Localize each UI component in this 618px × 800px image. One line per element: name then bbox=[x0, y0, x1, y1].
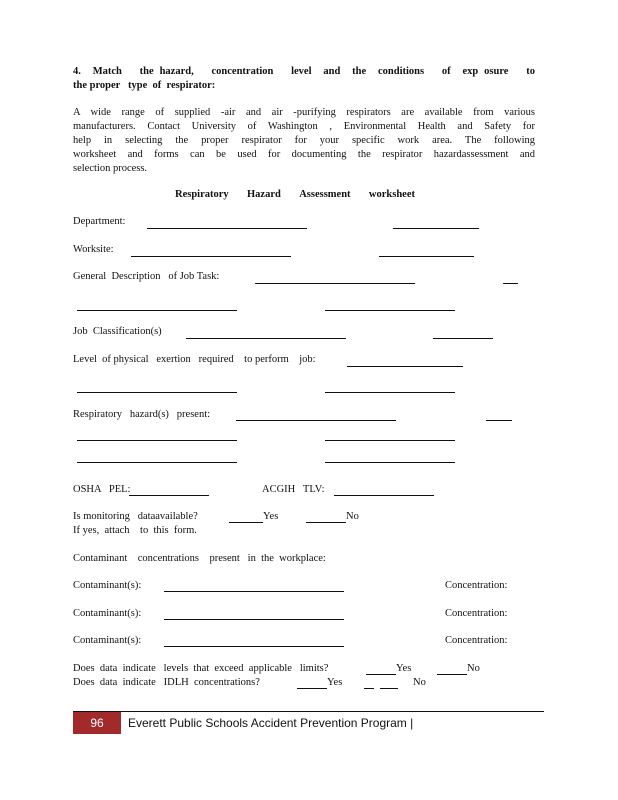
monitoring-yes-blank[interactable] bbox=[229, 522, 263, 523]
respiratory-hazards-field-4[interactable] bbox=[325, 440, 455, 441]
respiratory-hazards-field-6[interactable] bbox=[325, 462, 455, 463]
worksite-field-2[interactable] bbox=[379, 256, 474, 257]
osha-pel-field[interactable] bbox=[129, 495, 209, 496]
job-classification-field[interactable] bbox=[186, 338, 346, 339]
contaminant-field[interactable] bbox=[164, 591, 344, 592]
level-exertion-field-2[interactable] bbox=[77, 392, 237, 393]
idlh-yes-blank[interactable] bbox=[297, 688, 327, 689]
worksite-field[interactable] bbox=[131, 256, 291, 257]
section-heading-line1: 4. Match the hazard, concentration level and the conditions of exp osure to bbox=[73, 66, 535, 77]
monitoring-no-label: No bbox=[346, 511, 359, 522]
contaminant-concentrations-label: Contaminant concentrations present in the workplace: bbox=[73, 553, 326, 564]
monitoring-yes-label: Yes bbox=[263, 511, 279, 522]
worksite-label: Worksite: bbox=[73, 244, 114, 255]
respiratory-hazards-field-5[interactable] bbox=[77, 462, 237, 463]
exceed-limits-yes-label: Yes bbox=[396, 663, 412, 674]
level-exertion-field-3[interactable] bbox=[325, 392, 455, 393]
monitoring-question: Is monitoring dataavailable? bbox=[73, 511, 198, 522]
intro-line: manufacturers. Contact University of Washington , Environmental Health and Safety for bbox=[73, 121, 535, 132]
concentration-label: Concentration: bbox=[445, 580, 508, 591]
idlh-no-blank[interactable] bbox=[364, 688, 374, 689]
idlh-question: Does data indicate IDLH concentrations? bbox=[73, 677, 260, 688]
worksheet-title bbox=[175, 189, 415, 200]
exceed-limits-no-label: No bbox=[467, 663, 480, 674]
general-description-field-3[interactable] bbox=[77, 310, 237, 311]
contaminant-label: Contaminant(s): bbox=[73, 635, 142, 646]
monitoring-no-blank[interactable] bbox=[306, 522, 346, 523]
intro-line: A wide range of supplied -air and air -purifying respirators are available from various bbox=[73, 107, 535, 118]
job-classification-field-2[interactable] bbox=[433, 338, 493, 339]
worksheet-title-word: worksheet bbox=[368, 189, 415, 200]
contaminant-label: Contaminant(s): bbox=[73, 608, 142, 619]
section-heading-line2: the proper type of respirator: bbox=[73, 80, 216, 91]
general-description-field-2[interactable] bbox=[503, 283, 518, 284]
level-exertion-field[interactable] bbox=[347, 366, 463, 367]
department-label: Department: bbox=[73, 216, 126, 227]
department-field[interactable] bbox=[147, 228, 307, 229]
footer-rule bbox=[73, 711, 544, 712]
if-yes-attach: If yes, attach to this form. bbox=[73, 525, 197, 536]
general-description-field[interactable] bbox=[255, 283, 415, 284]
footer-title: Everett Public Schools Accident Prevention Program | bbox=[128, 716, 414, 730]
respiratory-hazards-field-2[interactable] bbox=[486, 420, 512, 421]
general-description-field-4[interactable] bbox=[325, 310, 455, 311]
intro-line: worksheet and forms can be used for documenting the respirator hazardassessment and bbox=[73, 149, 535, 160]
page-number-box bbox=[73, 712, 121, 734]
concentration-label: Concentration: bbox=[445, 608, 508, 619]
respiratory-hazards-field[interactable] bbox=[236, 420, 396, 421]
exceed-limits-yes-blank[interactable] bbox=[366, 674, 396, 675]
contaminant-field[interactable] bbox=[164, 619, 344, 620]
acgih-tlv-field[interactable] bbox=[334, 495, 434, 496]
concentration-label: Concentration: bbox=[445, 635, 508, 646]
level-exertion-label: Level of physical exertion required to perform job: bbox=[73, 354, 316, 365]
page-number: 96 bbox=[90, 716, 104, 730]
acgih-tlv-label: ACGIH TLV: bbox=[262, 484, 325, 495]
job-classification-label: Job Classification(s) bbox=[73, 326, 162, 337]
idlh-no-label: No bbox=[413, 677, 426, 688]
worksheet-title-word: Assessment bbox=[299, 189, 351, 200]
department-field-2[interactable] bbox=[393, 228, 479, 229]
exceed-limits-question: Does data indicate levels that exceed applicable limits? bbox=[73, 663, 329, 674]
idlh-yes-label: Yes bbox=[327, 677, 343, 688]
intro-line: help in selecting the proper respirator for your specific work area. The following bbox=[73, 135, 535, 146]
osha-pel-label: OSHA PEL: bbox=[73, 484, 131, 495]
worksheet-title-word: Hazard bbox=[247, 189, 281, 200]
exceed-limits-no-blank[interactable] bbox=[437, 674, 467, 675]
respiratory-hazards-field-3[interactable] bbox=[77, 440, 237, 441]
contaminant-field[interactable] bbox=[164, 646, 344, 647]
respiratory-hazards-label: Respiratory hazard(s) present: bbox=[73, 409, 211, 420]
intro-paragraph bbox=[73, 106, 535, 176]
worksheet-title-word: Respiratory bbox=[175, 189, 229, 200]
idlh-no-blank-2[interactable] bbox=[380, 688, 398, 689]
general-description-label: General Description of Job Task: bbox=[73, 271, 220, 282]
contaminant-label: Contaminant(s): bbox=[73, 580, 142, 591]
intro-line: selection process. bbox=[73, 163, 148, 174]
